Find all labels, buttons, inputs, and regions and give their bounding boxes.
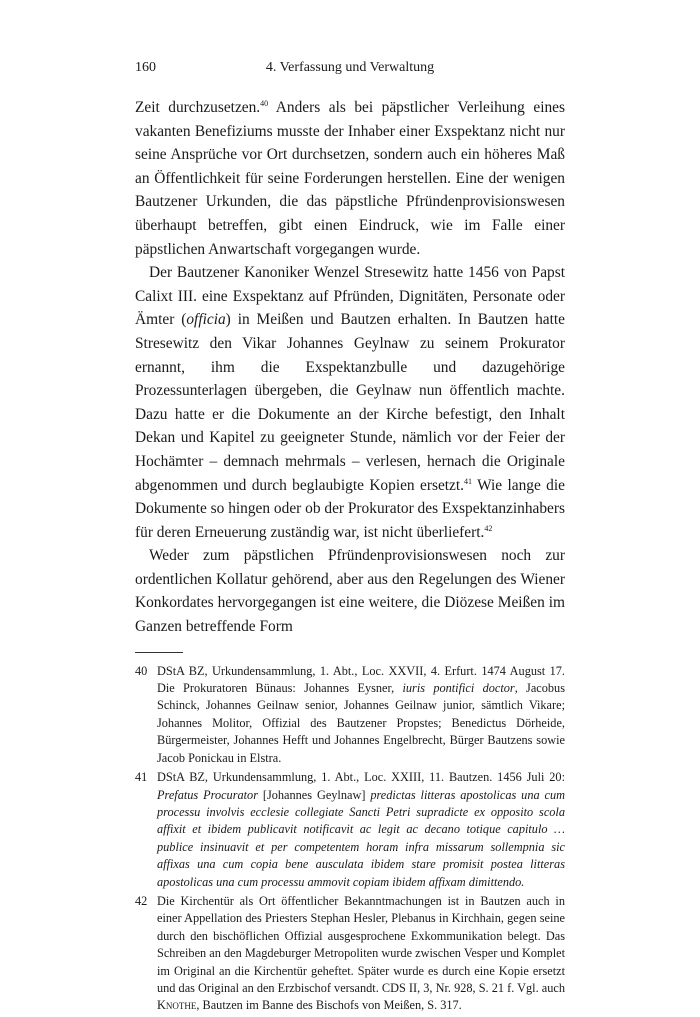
footnotes: [135, 663, 565, 1015]
footnote-40-italic: iuris pontifici doctor: [402, 681, 515, 696]
footnote-41-italic-2: predictas litteras apostolicas una cum processu involvis ecclesie collegiate Sancti Petri supradicte ex opposito scola affixit et ibidem publicavit notificavit ac legit ac decano totique capitulo … publice insinuavit et per competentem horam infra missarum sollempnia sic affixas una cum copia bene ausculata ibidem stare promisit postea litteras apostolicas una cum processu ammovit copiam ibidem affixam dimittendo.: [157, 787, 565, 889]
footnote-separator: [135, 652, 183, 653]
footnote-40-text-b: , Jacobus Schinck, Johannes Geilnaw senior, Johannes Geilnaw junior, sämtlich Vikare; Johannes Molitor, Offizial des Bautzener Propstes; Benedictus Dörheide, Bürgermeister, Johannes Hefft und Johannes Engelbrecht, Bürger Bautzens sowie Jacob Ponickau in Elstra.: [157, 681, 565, 765]
paragraph-1: [135, 96, 565, 261]
book-page: [135, 60, 565, 1017]
footnote-42-text-a: Die Kirchentür als Ort öffentlicher Bekanntmachungen ist in Bautzen auch in einer Appellation des Priesters Stephan Hesler, Plebanus in Kirchhain, gegen seine durch den bischöflichen Offizial ausgesprochene Exkommunikation belegt. Das Schreiben an den Magdeburger Metropoliten wurde zwischen Vesper und Komplet im Original an die Kirchentür geheftet. Später wurde es durch eine Kopie ersetzt und das Original an den Erzbischof versandt. CDS II, 3, Nr. 928, S. 21 f. Vgl. auch: [157, 893, 565, 995]
footnote-41: [135, 769, 565, 891]
footnote-text: [157, 769, 565, 891]
paragraph-2-italic: officia: [186, 311, 226, 329]
footnote-42-text-b: , Bautzen im Banne des Bischofs von Meißen, S. 317.: [196, 998, 462, 1013]
paragraph-2-text-b: ) in Meißen und Bautzen erhalten. In Bautzen hatte Stresewitz den Vikar Johannes Geylnaw zu seinem Prokurator ernannt, ihm die Exspektanzbulle und dazugehörige Prozessunterlagen übergeben, die Geylnaw nun öffentlich machte. Dazu hatte er die Dokumente an der Kirche befestigt, den Inhalt Dekan und Kapitel zu geeigneter Stunde, nämlich vor der Feier der Hochämter – demnach mehrmals – verlesen, hernach die Originale abgenommen und durch beglaubigte Kopien ersetzt.: [135, 311, 565, 494]
footnote-text: [157, 893, 565, 1015]
footnote-number: 40: [135, 663, 148, 678]
footnote-41-text-b: [Johannes Geylnaw]: [257, 787, 371, 802]
main-text: [135, 96, 565, 639]
running-head: 4. Verfassung und Verwaltung: [265, 60, 435, 75]
paragraph-1-text-a: Zeit durchzusetzen.: [135, 99, 261, 116]
paragraph-1-text-b: Anders als bei päpstlicher Verleihung eines vakanten Benefiziums musste der Inhaber einer Exspektanz nicht nur seine Ansprüche vor Ort durchsetzen, sondern auch ein höheres Maß an Öffentlichkeit für seine Forderungen herstellen. Eine der wenigen Bautzener Urkunden, die das päpstliche Pfründenprovisionswesen überhaupt betreffen, gibt einen Eindruck, wie im Falle einer päpstlichen Anwartschaft vorgegangen wurde.: [135, 99, 565, 258]
footnote-41-text-a: DStA BZ, Urkundensammlung, 1. Abt., Loc. XXIII, 11. Bautzen. 1456 Juli 20:: [157, 770, 565, 785]
footnote-number: 42: [135, 893, 148, 908]
paragraph-2: [135, 261, 565, 544]
footnote-text: [157, 663, 565, 767]
paragraph-3: Weder zum päpstlichen Pfründenprovisionswesen noch zur ordentlichen Kollatur gehörend, aber aus den Regelungen des Wiener Konkordates hervorgegangen ist eine weitere, die Diözese Meißen im Ganzen betreffende Form: [135, 547, 565, 636]
paragraph-2-text-a: Der Bautzener Kanoniker Wenzel Stresewitz hatte 1456 von Papst Calixt III. eine Exspektanz auf Pfründen, Dignitäten, Personate oder Ämter (: [135, 264, 565, 329]
footnote-40-text-a: DStA BZ, Urkundensammlung, 1. Abt., Loc. XXVII, 4. Erfurt. 1474 August 17. Die Prokuratoren Bünaus: Johannes Eysner,: [157, 663, 565, 696]
footnote-ref-42[interactable]: 42: [484, 523, 493, 533]
page-header: [135, 60, 565, 82]
footnote-42: [135, 893, 565, 1015]
paragraph-2-text-c: Wie lange die Dokumente so hingen oder ob der Prokurator des Exspektanzinhabers für deren Erneuerung zuständig war, ist nicht überliefert.: [135, 476, 565, 541]
page-number: 160: [135, 60, 156, 75]
footnote-number: 41: [135, 770, 148, 785]
footnote-ref-40[interactable]: 40: [260, 99, 269, 108]
footnote-ref-41[interactable]: 41: [464, 476, 472, 486]
footnote-41-italic-1: Prefatus Procurator: [157, 787, 258, 802]
footnote-42-smallcaps: Knothe: [157, 998, 197, 1013]
footnote-40: [135, 663, 565, 767]
